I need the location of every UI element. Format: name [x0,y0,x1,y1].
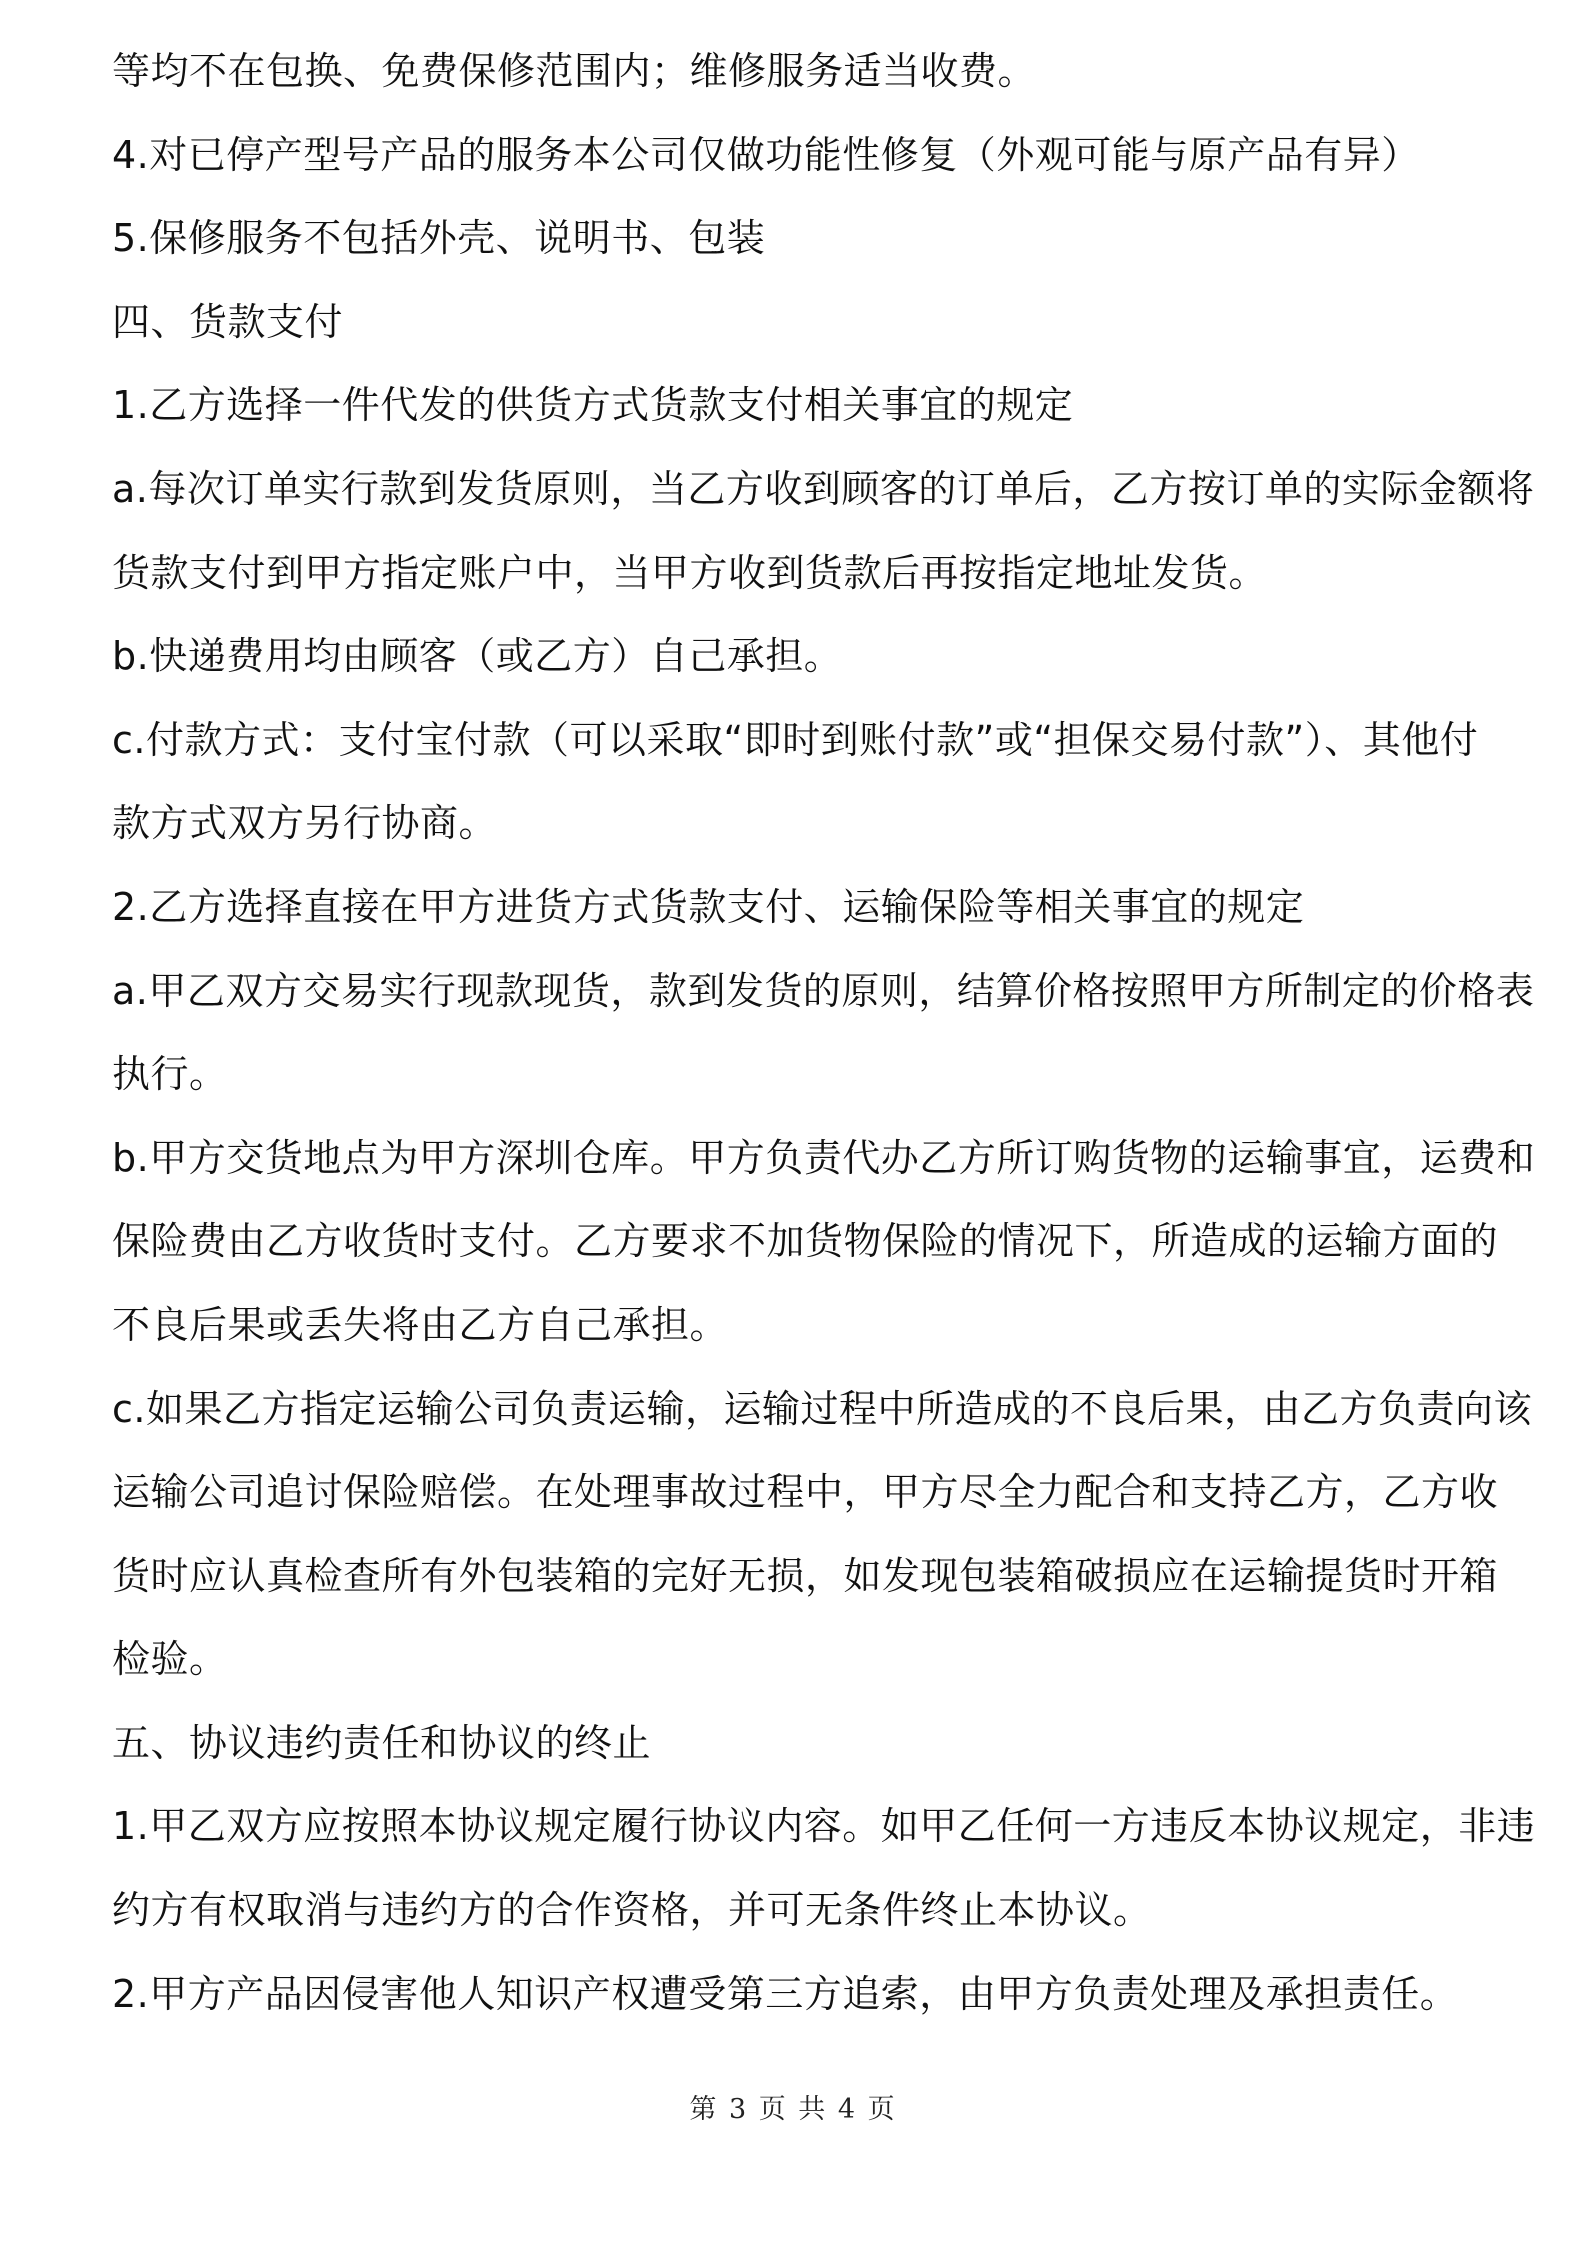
text-line: 2.甲方产品因侵害他人知识产权遭受第三方追索，由甲方负责处理及承担责任。 [112,1971,1459,2016]
text-line: 款方式双方另行协商。 [112,801,498,846]
text-line: 货款支付到甲方指定账户中，当甲方收到货款后再按指定地址发货。 [112,550,1268,595]
text-line: 5.保修服务不包括外壳、说明书、包装 [112,216,766,261]
text-line: c.如果乙方指定运输公司负责运输，运输过程中所造成的不良后果，由乙方负责向该 [112,1386,1532,1431]
text-line: b.甲方交货地点为甲方深圳仓库。甲方负责代办乙方所订购货物的运输事宜，运费和 [112,1135,1536,1180]
text-line: 货时应认真检查所有外包装箱的完好无损，如发现包装箱破损应在运输提货时开箱 [112,1553,1499,1598]
text-line: 4.对已停产型号产品的服务本公司仅做功能性修复（外观可能与原产品有异） [112,132,1420,177]
text-line: 不良后果或丢失将由乙方自己承担。 [112,1302,729,1347]
text-line: 1.甲乙双方应按照本协议规定履行协议内容。如甲乙任何一方违反本协议规定，非违 [112,1804,1536,1849]
text-line: 执行。 [112,1052,228,1097]
text-line: a.甲乙双方交易实行现款现货，款到发货的原则，结算价格按照甲方所制定的价格表 [112,968,1535,1013]
text-line: 等均不在包换、免费保修范围内；维修服务适当收费。 [112,49,1037,93]
page-footer: 第 3 页 共 4 页 [689,2094,897,2125]
text-line: b.快递费用均由顾客（或乙方）自己承担。 [112,634,843,679]
text-line: c.付款方式：支付宝付款（可以采取“即时到账付款”或“担保交易付款”）、其他付 [112,717,1479,762]
text-line: 检验。 [112,1637,228,1682]
text-line: a.每次订单实行款到发货原则，当乙方收到顾客的订单后，乙方按订单的实际金额将 [112,466,1535,511]
document-body [112,30,1536,2036]
text-line: 约方有权取消与违约方的合作资格，并可无条件终止本协议。 [112,1888,1152,1933]
section-heading: 四、货款支付 [112,299,344,344]
text-line: 2.乙方选择直接在甲方进货方式货款支付、运输保险等相关事宜的规定 [112,884,1305,929]
text-line: 1.乙方选择一件代发的供货方式货款支付相关事宜的规定 [112,383,1074,428]
text-line: 保险费由乙方收货时支付。乙方要求不加货物保险的情况下，所造成的运输方面的 [112,1219,1499,1264]
section-heading: 五、协议违约责任和协议的终止 [112,1720,652,1765]
text-line: 运输公司追讨保险赔偿。在处理事故过程中，甲方尽全力配合和支持乙方，乙方收 [112,1470,1499,1515]
